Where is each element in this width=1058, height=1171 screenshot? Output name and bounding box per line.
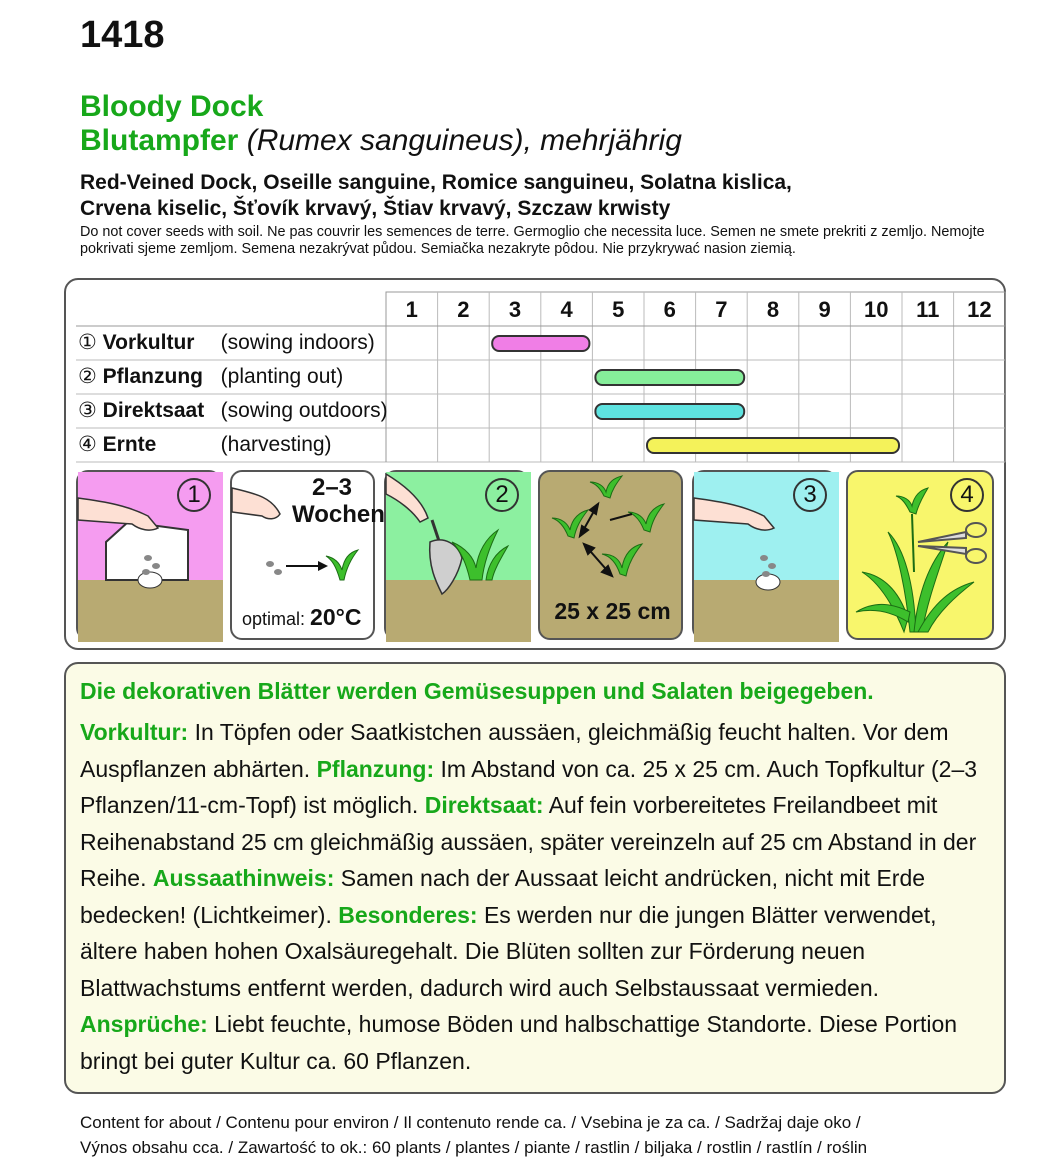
section-text: Auf fein vorbereitetes Freilandbeet mit Reihenabstand 25 cm gleichmäßig aussäen, später vereinzeln auf 25 cm Abstand in der Reihe. — [80, 792, 977, 891]
other-names-line: Red-Veined Dock, Oseille sanguine, Romice sanguineu, Solatna kislica, — [80, 171, 792, 194]
tile-sowing-outdoors — [692, 470, 837, 640]
month-label: 9 — [818, 297, 831, 322]
calendar-row-label — [78, 432, 332, 457]
germination-duration — [292, 474, 385, 528]
section-heading: Ansprüche: — [80, 1011, 208, 1037]
month-label: 4 — [560, 297, 573, 322]
tile-number: 4 — [950, 478, 984, 512]
title-german-line — [80, 124, 682, 158]
calendar-bar — [492, 336, 589, 351]
article-number: 1418 — [80, 14, 165, 56]
month-label: 10 — [863, 297, 889, 322]
row-stage: Pflanzung — [102, 365, 203, 388]
intro-text: Die dekorativen Blätter werden Gemüsesuppen und Salaten beigegeben. — [80, 678, 874, 704]
row-english: (sowing indoors) — [220, 331, 375, 354]
month-label: 12 — [967, 297, 992, 322]
calendar-row-label — [78, 364, 343, 389]
optimal-temperature — [242, 604, 361, 631]
tile-germination — [230, 470, 385, 640]
calendar-bar — [595, 370, 744, 385]
text-panel — [64, 662, 1006, 1094]
tile-spacing — [538, 470, 683, 640]
tile-harvesting — [846, 470, 994, 640]
tile-sowing-indoors — [76, 470, 221, 640]
row-stage: Direktsaat — [102, 399, 205, 422]
month-label: 5 — [612, 297, 625, 322]
calendar-bar — [595, 404, 744, 419]
section-heading: Besonderes: — [338, 901, 478, 928]
section-text: Liebt feuchte, humose Böden und halbschattige Standorte. Diese Portion bringt bei guter Kultur ca. 60 Pflanzen. — [80, 1011, 958, 1074]
cultivation-instructions — [80, 714, 990, 1079]
calendar-bar — [647, 438, 899, 453]
month-label: 6 — [663, 297, 676, 322]
tile-number: 2 — [485, 478, 519, 512]
section-text: Im Abstand von ca. 25 x 25 cm. Auch Topfkultur (2–3 Pflanzen/11-cm-Topf) ist möglich. — [80, 755, 978, 818]
content-note — [80, 1110, 1040, 1160]
tile-planting-out — [384, 470, 529, 640]
section-text: Samen nach der Aussaat leicht andrücken, nicht mit Erde bedecken! (Lichtkeimer). — [80, 865, 926, 928]
title-german: Blutampfer — [80, 124, 239, 157]
calendar-row-label — [78, 330, 375, 355]
calendar-row-label — [78, 398, 388, 423]
title-english: Bloody Dock — [80, 90, 264, 123]
row-number: ① — [78, 331, 103, 354]
row-stage: Ernte — [102, 433, 157, 456]
duration-unit: Wochen — [292, 501, 385, 528]
content-note-line: Výnos obsahu cca. / Zawartość to ok.: 60 plants / plantes / piante / rastlin / biljaka / rostlin / rastlín / roślin — [80, 1138, 868, 1157]
month-label: 3 — [508, 297, 522, 322]
spacing-value: 25 x 25 cm — [554, 598, 671, 624]
tile-number: 3 — [793, 478, 827, 512]
content-note-line: Content for about / Contenu pour environ / Il contenuto rende ca. / Vsebina je za ca. / Sadržaj daje oko / — [80, 1113, 861, 1132]
duration-value: 2–3 — [311, 474, 353, 501]
month-label: 1 — [405, 297, 418, 322]
section-text: Es werden nur die jungen Blätter verwendet, ältere haben hohen Oxalsäuregehalt. Die Blüten sollten zur Förderung neuen Blattwachstums entfernt werden, dadurch wird auch Selbstaussaat vermieden. — [80, 901, 937, 1001]
row-english: (harvesting) — [220, 433, 332, 456]
temperature-value: 20°C — [310, 604, 362, 630]
calendar-panel — [64, 278, 1006, 650]
other-names-line: Crvena kiselic, Šťovík krvavý, Štiav krvavý, Szczaw krwisty — [80, 197, 671, 220]
title-suffix: , mehrjährig — [523, 124, 682, 157]
row-number: ② — [78, 365, 103, 388]
section-heading: Vorkultur: — [80, 719, 189, 745]
optimal-label: optimal: — [242, 609, 306, 629]
row-stage: Vorkultur — [102, 331, 195, 354]
row-number: ④ — [78, 433, 103, 456]
month-label: 11 — [916, 297, 940, 322]
sowing-note: Do not cover seeds with soil. Ne pas couvrir les semences de terre. Germoglio che necessita luce. Semen ne smete prekriti z zemljo. Nemojte pokrivati sjeme zemljom. Semena nezakrývat půdou. Semiačka nezakryte pôdou. Nie przykrywać nasion ziemią. — [80, 224, 985, 257]
section-heading: Direktsaat: — [424, 792, 544, 818]
row-english: (planting out) — [220, 365, 344, 388]
section-heading: Pflanzung: — [316, 755, 435, 782]
month-label: 8 — [766, 297, 780, 322]
tile-number: 1 — [177, 478, 211, 512]
month-label: 7 — [715, 297, 728, 322]
title-latin: (Rumex sanguineus) — [246, 124, 524, 157]
row-english: (sowing outdoors) — [220, 399, 388, 422]
section-heading: Aussaathinweis: — [152, 865, 335, 891]
row-number: ③ — [78, 399, 103, 422]
month-label: 2 — [457, 297, 470, 322]
other-names — [80, 170, 1040, 222]
section-text: In Töpfen oder Saatkistchen aussäen, gleichmäßig feucht halten. Vor dem Auspflanzen abhärten. — [80, 719, 949, 782]
